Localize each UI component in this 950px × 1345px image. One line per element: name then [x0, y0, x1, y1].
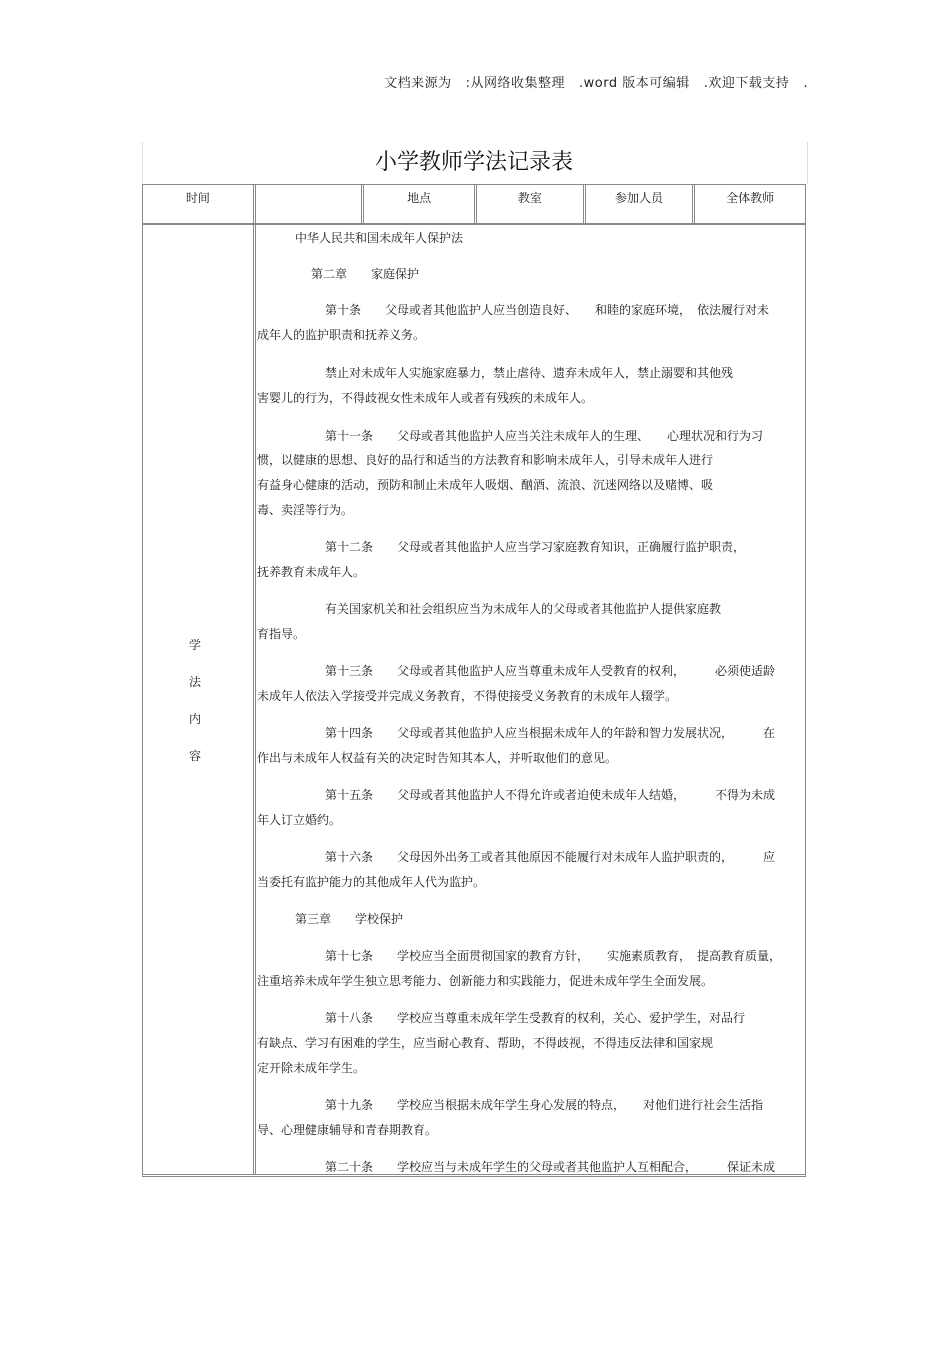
source-note-part: .	[803, 76, 808, 91]
content-label-char: 容	[188, 749, 201, 763]
text-line: 第十四条 父母或者其他监护人应当根据未成年人的年龄和智力发展状况， 在	[325, 726, 776, 740]
text-line: 第十条 父母或者其他监护人应当创造良好、 和睦的家庭环境， 依法履行对未	[325, 303, 770, 317]
text-line: 注重培养未成年学生独立思考能力、创新能力和实践能力，促进未成年学生全面发展。	[257, 974, 714, 988]
content-table	[142, 224, 806, 1177]
text-line: 有益身心健康的活动，预防和制止未成年人吸烟、酗酒、流浪、沉迷网络以及赌博、吸	[257, 478, 714, 492]
text-line: 中华人民共和国未成年人保护法	[295, 231, 464, 245]
text-line: 第十一条 父母或者其他监护人应当关注未成年人的生理、 心理状况和行为习	[325, 429, 764, 443]
text-line: 第十三条 父母或者其他监护人应当尊重未成年人受教育的权利， 必须使适龄	[325, 664, 776, 678]
source-note-part: .word 版本可编辑	[578, 76, 690, 91]
text-line: 有缺点、学习有困难的学生，应当耐心教育、帮助，不得歧视，不得违反法律和国家规	[257, 1036, 714, 1050]
place-value: 教室	[477, 185, 586, 223]
text-line: 第二十条 学校应当与未成年学生的父母或者其他监护人互相配合， 保证未成	[325, 1160, 776, 1174]
text-line: 毒、卖淫等行为。	[257, 503, 354, 517]
text-line: 定开除未成年学生。	[257, 1061, 366, 1075]
text-line: 第十九条 学校应当根据未成年学生身心发展的特点， 对他们进行社会生活指	[325, 1098, 764, 1112]
text-line: 当委托有监护能力的其他成年人代为监护。	[257, 875, 486, 889]
time-label: 时间	[143, 185, 256, 223]
content-label-char: 内	[188, 712, 201, 726]
text-line: 成年人的监护职责和抚养义务。	[257, 328, 426, 342]
text-line: 导、心理健康辅导和青春期教育。	[257, 1123, 438, 1137]
text-line: 年人订立婚约。	[257, 813, 342, 827]
place-label: 地点	[364, 185, 477, 223]
text-line: 抚养教育未成年人。	[257, 565, 366, 579]
source-note-part: .欢迎下载支持	[703, 76, 790, 91]
content-label-cell	[143, 225, 256, 1174]
text-line: 第十八条 学校应当尊重未成年学生受教育的权利，关心、爱护学生，对品行	[325, 1011, 746, 1025]
text-line: 第十五条 父母或者其他监护人不得允许或者迫使未成年人结婚， 不得为未成	[325, 788, 776, 802]
meta-row	[142, 184, 806, 224]
text-line: 害婴儿的行为，不得歧视女性未成年人或者有残疾的未成年人。	[257, 391, 594, 405]
text-line: 有关国家机关和社会组织应当为未成年人的父母或者其他监护人提供家庭教	[325, 602, 722, 616]
text-line: 未成年人依法入学接受并完成义务教育，不得使接受义务教育的未成年人辍学。	[257, 689, 678, 703]
time-value	[256, 185, 365, 223]
text-line: 第十六条 父母因外出务工或者其他原因不能履行对未成年人监护职责的， 应	[325, 850, 776, 864]
text-line: 第二章 家庭保护	[311, 267, 420, 281]
text-line: 第十二条 父母或者其他监护人应当学习家庭教育知识，正确履行监护职责，	[325, 540, 746, 554]
text-line: 第十七条 学校应当全面贯彻国家的教育方针， 实施素质教育， 提高教育质量，	[325, 949, 782, 963]
content-label-char: 法	[188, 675, 201, 689]
text-line: 禁止对未成年人实施家庭暴力，禁止虐待、遗弃未成年人，禁止溺婴和其他残	[325, 366, 734, 380]
source-note	[370, 72, 808, 91]
source-note-part: :从网络收集整理	[465, 76, 565, 91]
participants-value: 全体教师	[726, 191, 775, 205]
text-line: 惯，以健康的思想、良好的品行和适当的方法教育和影响未成年人，引导未成年人进行	[257, 453, 714, 467]
content-label	[183, 627, 207, 775]
content-label-char: 学	[188, 638, 201, 652]
text-line: 第三章 学校保护	[295, 912, 404, 926]
participants-label: 参加人员	[586, 185, 696, 223]
page-title: 小学教师学法记录表	[374, 150, 573, 175]
text-line: 育指导。	[257, 627, 306, 641]
content-text	[257, 225, 805, 1174]
text-line: 作出与未成年人权益有关的决定时告知其本人，并听取他们的意见。	[257, 751, 618, 765]
source-note-part: 文档来源为	[384, 76, 452, 91]
